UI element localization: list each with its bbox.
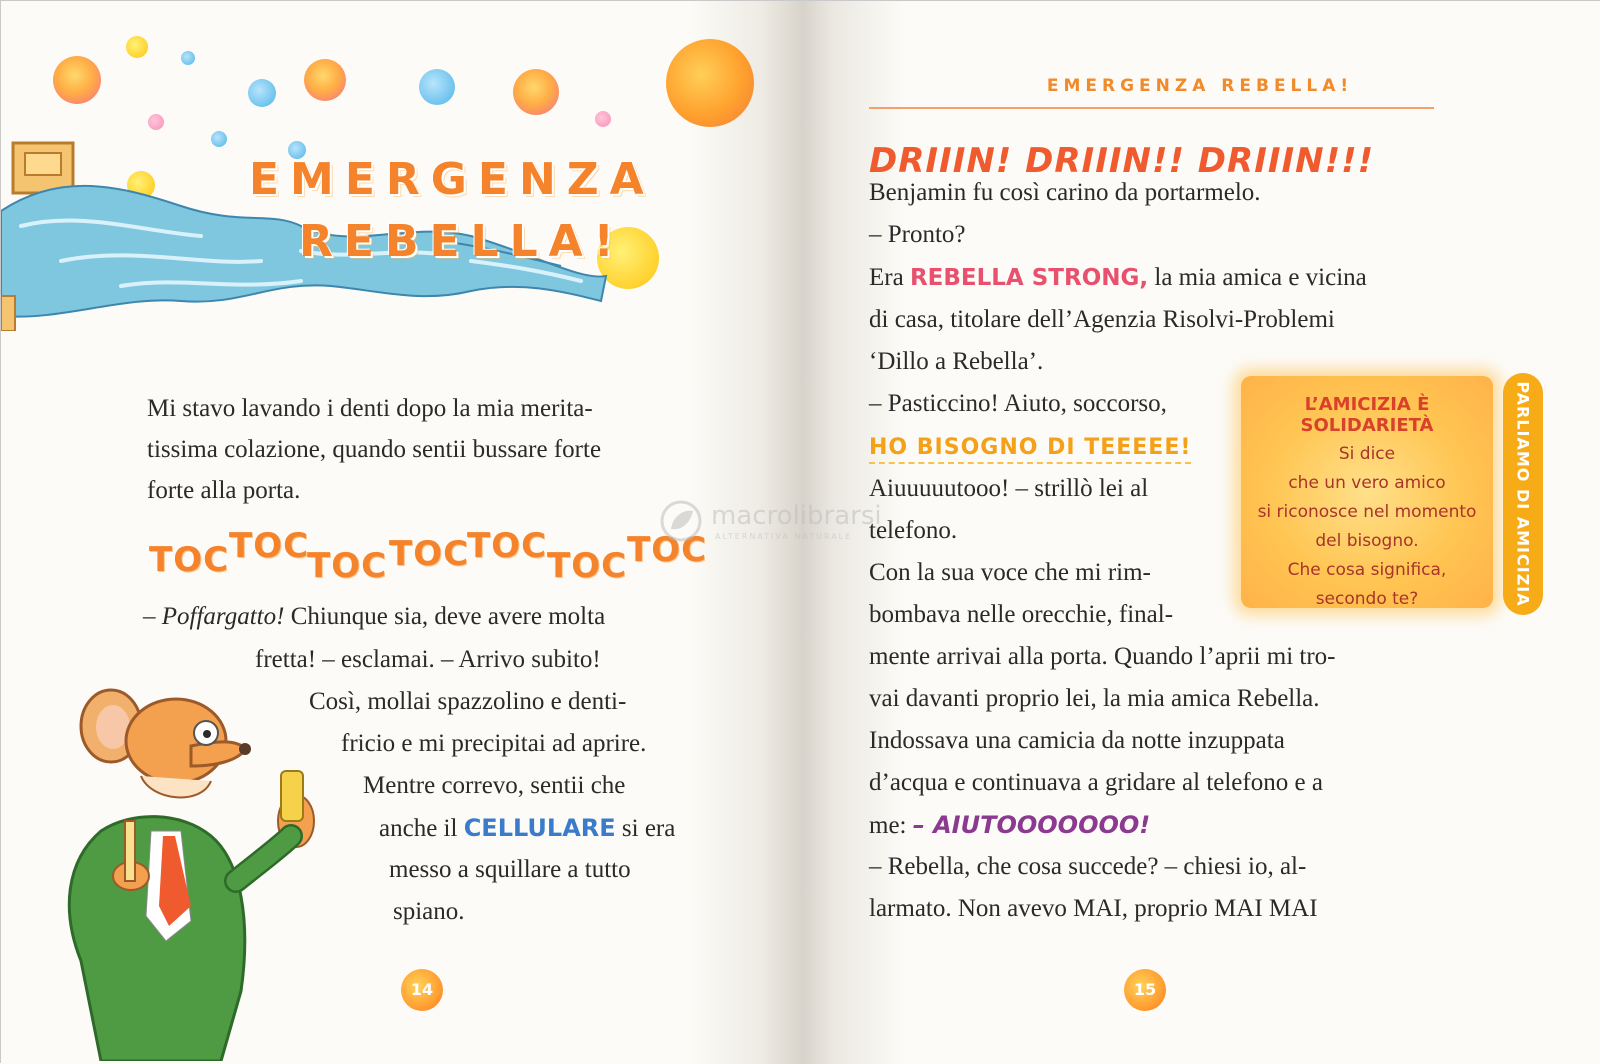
chapter-title-line2: REBELLA! bbox=[299, 216, 625, 267]
paragraph-line: di casa, titolare dell’Agenzia Risolvi-Problemi bbox=[869, 306, 1335, 333]
decor-dot bbox=[595, 111, 611, 127]
toc-word: TOC bbox=[229, 526, 310, 566]
decor-dot bbox=[53, 56, 101, 104]
right-page bbox=[801, 1, 1600, 1064]
watermark-subtext: ALTERNATIVA NATURALE bbox=[715, 532, 853, 541]
side-tab-label: PARLIAMO DI AMICIZIA bbox=[1513, 381, 1533, 607]
decor-dot bbox=[148, 114, 164, 130]
note-title: L’AMICIZIA È SOLIDARIETÀ bbox=[1300, 394, 1434, 436]
paragraph-line: Mentre correvo, sentii che bbox=[363, 772, 626, 799]
phone-ring-sound: DRIIIN! DRIIIN!! DRIIIN!!! bbox=[869, 141, 1375, 181]
toc-word: TOC bbox=[547, 546, 628, 586]
paragraph-line: Così, mollai spazzolino e denti- bbox=[309, 688, 627, 715]
line-text: la mia amica e vicina bbox=[1148, 264, 1367, 291]
paragraph-line: – Rebella, che cosa succede? – chiesi io, al- bbox=[869, 853, 1307, 880]
toc-sound-effect bbox=[149, 526, 709, 596]
paragraph-line: telefono. bbox=[869, 517, 958, 544]
paragraph-line: spiano. bbox=[393, 898, 465, 925]
mouse-character-illustration bbox=[41, 661, 331, 1061]
decor-dot bbox=[513, 69, 559, 115]
paragraph-line bbox=[379, 814, 675, 843]
note-line: del bisogno. bbox=[1315, 531, 1419, 551]
paragraph-line: – Pronto? bbox=[869, 221, 966, 248]
toc-word: TOC bbox=[627, 530, 708, 570]
running-head-rule bbox=[869, 107, 1434, 109]
line-text: me: bbox=[869, 812, 913, 839]
running-head: EMERGENZA REBELLA! bbox=[1046, 76, 1354, 96]
line-text: Era bbox=[869, 264, 910, 291]
toc-word: TOC bbox=[307, 546, 388, 586]
paragraph-line: mente arrivai alla porta. Quando l’aprii mi tro- bbox=[869, 643, 1336, 670]
decor-dot bbox=[419, 69, 455, 105]
chapter-title bbox=[249, 149, 655, 273]
bisogno-highlight: HO BISOGNO DI TEEEEE! bbox=[869, 435, 1191, 464]
paragraph-line: Con la sua voce che mi rim- bbox=[869, 559, 1151, 586]
paragraph-line bbox=[869, 264, 1367, 292]
side-tab bbox=[1503, 373, 1543, 615]
note-text bbox=[1241, 440, 1493, 614]
chapter-title-line1: EMERGENZA bbox=[249, 154, 655, 205]
decor-dot bbox=[304, 59, 346, 101]
decor-dot bbox=[126, 36, 148, 58]
toc-word: TOC bbox=[389, 534, 470, 574]
paragraph-line: Mi stavo lavando i denti dopo la mia merita- bbox=[147, 395, 593, 422]
watermark-text: macrolibrarsi bbox=[711, 501, 882, 531]
rebella-strong-highlight: REBELLA STRONG, bbox=[909, 265, 1149, 291]
note-line: si riconosce nel momento bbox=[1257, 502, 1477, 522]
decor-dot bbox=[248, 79, 276, 107]
paragraph-line: fretta! – esclamai. – Arrivo subito! bbox=[255, 646, 601, 673]
paragraph-line: tissima colazione, quando sentii bussare forte bbox=[147, 436, 602, 463]
paragraph-line: – Pasticcino! Aiuto, soccorso, bbox=[869, 390, 1167, 417]
page-number: 14 bbox=[401, 969, 443, 1011]
watermark bbox=[659, 499, 919, 545]
paragraph-line: forte alla porta. bbox=[147, 477, 301, 504]
page-number: 15 bbox=[1124, 969, 1166, 1011]
paragraph-line: Benjamin fu così carino da portarmelo. bbox=[869, 179, 1261, 206]
note-line: Si dice bbox=[1338, 444, 1396, 464]
leaf-logo-icon bbox=[659, 499, 703, 543]
exclamation-italic: Poffargatto! bbox=[161, 603, 285, 630]
paragraph-line bbox=[869, 811, 1150, 840]
toc-word: TOC bbox=[149, 540, 230, 580]
paragraph-line: Aiuuuuutooo! – strillò lei al bbox=[869, 475, 1149, 502]
paragraph-line: larmato. Non avevo MAI, proprio MAI MAI bbox=[869, 895, 1318, 922]
paragraph-line: ‘Dillo a Rebella’. bbox=[869, 348, 1044, 375]
toc-word: TOC bbox=[467, 526, 548, 566]
decor-dot bbox=[181, 51, 195, 65]
note-line: secondo te? bbox=[1315, 589, 1419, 609]
cellulare-highlight: CELLULARE bbox=[463, 814, 616, 842]
note-line: che un vero amico bbox=[1288, 473, 1446, 493]
paragraph-line: d’acqua e continuava a gridare al telefono e a bbox=[869, 769, 1323, 796]
aiuto-shout: – AIUTOOOOOOO! bbox=[912, 811, 1151, 839]
paragraph-line: messo a squillare a tutto bbox=[389, 856, 631, 883]
paragraph-line: fricio e mi precipitai ad aprire. bbox=[341, 730, 647, 757]
friendship-note-box bbox=[1241, 376, 1493, 608]
paragraph-line: bombava nelle orecchie, final- bbox=[869, 601, 1174, 628]
decor-dot bbox=[666, 39, 754, 127]
line-text: anche il bbox=[379, 815, 464, 842]
note-line: Che cosa significa, bbox=[1287, 560, 1447, 580]
line-text: Chiunque sia, deve avere molta bbox=[284, 603, 606, 630]
paragraph-line bbox=[143, 603, 605, 631]
paragraph-line bbox=[869, 433, 1191, 461]
line-text: si era bbox=[615, 815, 676, 842]
paragraph-line: Indossava una camicia da notte inzuppata bbox=[869, 727, 1285, 754]
dash: – bbox=[143, 603, 162, 630]
paragraph-line: vai davanti proprio lei, la mia amica Rebella. bbox=[869, 685, 1320, 712]
